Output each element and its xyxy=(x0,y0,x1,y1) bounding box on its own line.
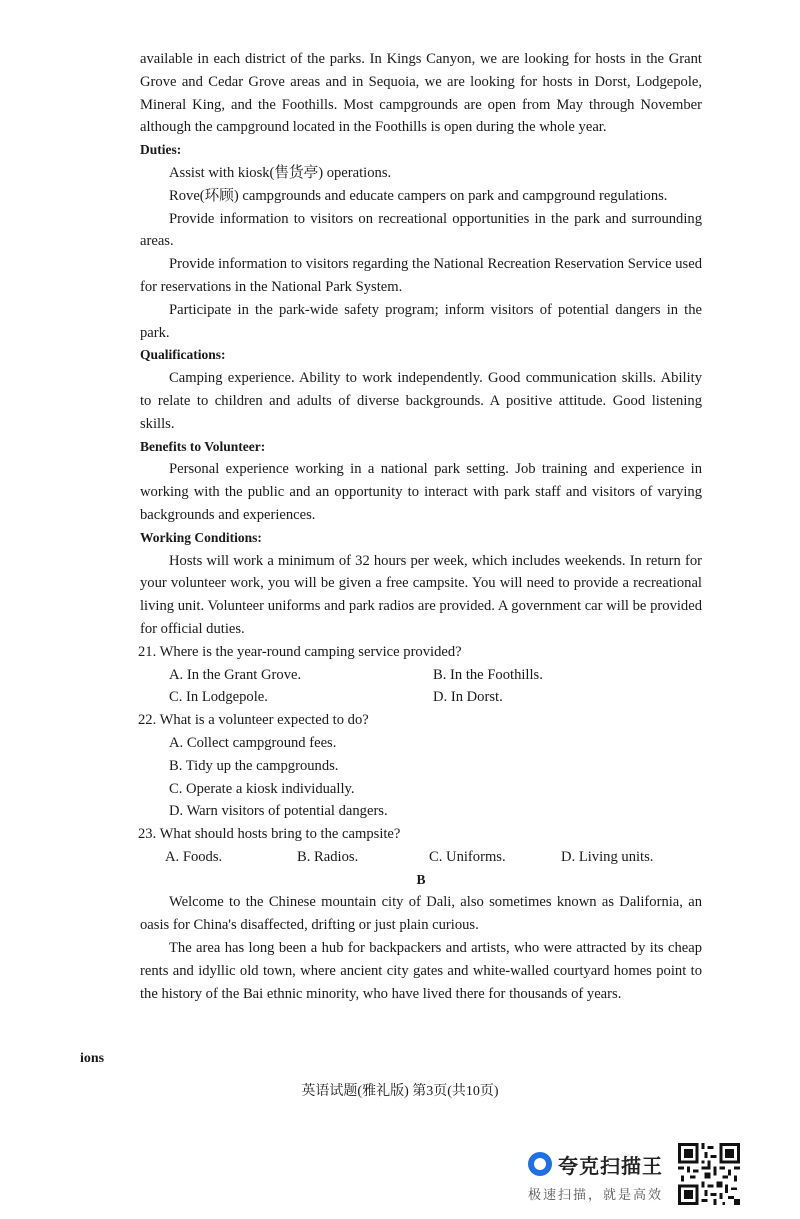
duty-item: Provide information to visitors on recreational opportunities in the park and surrounding areas. xyxy=(140,210,702,250)
scanner-slogan: 极速扫描，就是高效 xyxy=(528,1188,664,1203)
question-option: D. Living units. xyxy=(561,848,654,865)
question-option: B. In the Foothills. xyxy=(433,666,543,683)
question-option: A. Foods. xyxy=(165,848,223,865)
exam-text xyxy=(140,48,702,1005)
question-option: D. Warn visitors of potential dangers. xyxy=(169,803,388,820)
question-option: C. In Lodgepole. xyxy=(169,689,268,706)
qualifications-text: Camping experience. Ability to work independently. Good communication skills. Ability to relate to children and adults of diverse backgrounds. A positive attitude. Good listening skills. xyxy=(140,370,702,432)
benefits-heading: Benefits to Volunteer: xyxy=(140,438,266,454)
passage-a-intro: available in each district of the parks. In Kings Canyon, we are looking for hosts in the Grant Grove and Cedar Grove areas and in Sequoia, we are looking for hosts in Dorst, Lodgepole, Mineral King, and the Foothills. Most campgrounds are open from May through November although the campground located in the Foothills is open during the whole year. xyxy=(140,51,702,136)
question-stem: 23. What should hosts bring to the campsite? xyxy=(138,826,401,843)
question-option: B. Radios. xyxy=(297,848,359,865)
question-stem: 21. Where is the year-round camping service provided? xyxy=(138,643,462,660)
question-option: C. Uniforms. xyxy=(429,848,506,865)
passage-b-paragraph: Welcome to the Chinese mountain city of Dali, also sometimes known as Dalifornia, an oasis for China's disaffected, drifting or just plain curious. xyxy=(140,894,702,934)
scanner-brand: 夸克扫描王 xyxy=(558,1154,663,1178)
benefits-text: Personal experience working in a national park setting. Job training and experience in working with the public and an opportunity to interact with park staff and visitors of varying backgrounds and experiences. xyxy=(140,461,702,523)
question-options-row xyxy=(140,664,702,687)
duty-item: Rove(环顾) campgrounds and educate campers on park and campground regulations. xyxy=(169,187,668,204)
conditions-text: Hosts will work a minimum of 32 hours per week, which includes weekends. In return for your volunteer work, you will be given a free campsite. You will need to provide a recreational living unit. Volunteer uniforms and park radios are provided. A government car will be provided for official duties. xyxy=(140,552,702,637)
question-option: B. Tidy up the campgrounds. xyxy=(169,757,339,774)
question-options-row xyxy=(140,846,702,869)
page-footer: 英语试题(雅礼版) 第3页(共10页) xyxy=(301,1084,499,1099)
question-options-row xyxy=(140,686,702,709)
question-option: C. Operate a kiosk individually. xyxy=(169,780,355,797)
passage-b-paragraph: The area has long been a hub for backpackers and artists, who were attracted by its cheap rents and idyllic old town, where ancient city gates and white-walled courtyard homes point to the history of the Bai ethnic minority, who have lived there for thousands of years. xyxy=(140,940,702,1002)
conditions-heading: Working Conditions: xyxy=(140,529,262,545)
duties-heading: Duties: xyxy=(140,142,182,158)
margin-note: ions xyxy=(80,1051,105,1066)
qr-code-icon xyxy=(678,1143,740,1205)
quark-logo-icon xyxy=(528,1152,552,1176)
question-option: A. In the Grant Grove. xyxy=(169,666,302,683)
question-stem: 22. What is a volunteer expected to do? xyxy=(138,712,369,729)
duty-item: Provide information to visitors regarding the National Recreation Reservation Service used for reservations in the National Park System. xyxy=(140,256,702,295)
duty-item: Participate in the park-wide safety program; inform visitors of potential dangers in the park. xyxy=(140,301,702,341)
scanner-watermark xyxy=(526,1146,676,1206)
duty-item: Assist with kiosk(售货亭) operations. xyxy=(169,164,392,181)
passage-b-label: B xyxy=(416,871,426,887)
question-option: D. In Dorst. xyxy=(433,689,503,706)
qualifications-heading: Qualifications: xyxy=(140,347,226,363)
question-option: A. Collect campground fees. xyxy=(169,734,337,751)
